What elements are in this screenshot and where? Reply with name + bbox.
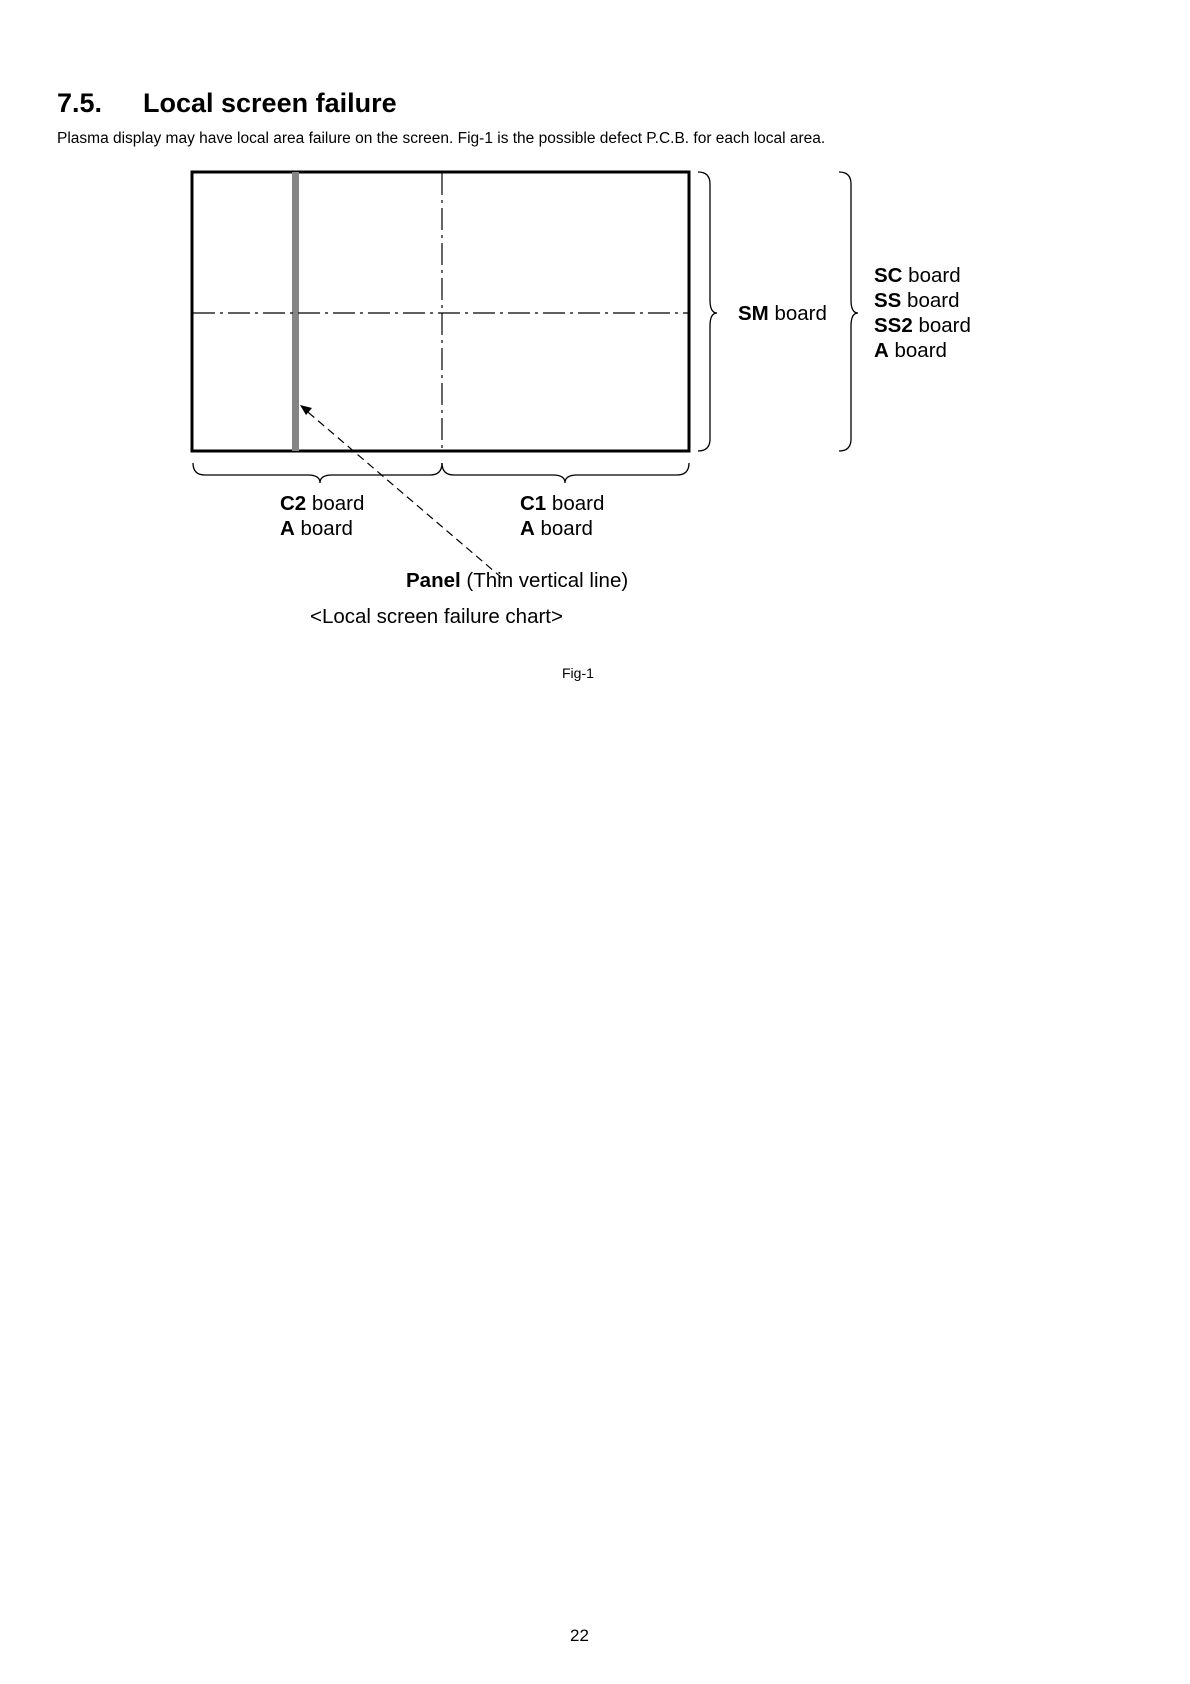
intro-paragraph: Plasma display may have local area failure on the screen. Fig-1 is the possible defect P.C.B. for each local area. <box>57 130 826 147</box>
label-ss2-board: SS2 board <box>874 314 971 337</box>
thin-vertical-line <box>292 172 299 451</box>
label-panel: Panel (Thin vertical line) <box>406 569 629 592</box>
sm-brace <box>698 172 717 451</box>
label-c2-board: C2 board <box>280 492 365 515</box>
local-screen-failure-diagram <box>0 0 1190 700</box>
label-a-board-left: A board <box>280 517 353 540</box>
page-number: 22 <box>570 1626 589 1645</box>
diagram-graphics <box>0 0 1190 700</box>
label-sc-board: SC board <box>874 264 961 287</box>
screen-frame <box>192 172 689 451</box>
c2-brace <box>193 463 442 483</box>
label-ss-board: SS board <box>874 289 960 312</box>
sc-ss-brace <box>839 172 858 451</box>
c1-brace <box>442 463 689 483</box>
label-sm-board: SM board <box>738 302 827 325</box>
section-number: 7.5. <box>57 88 103 118</box>
figure-label: Fig-1 <box>562 665 594 681</box>
label-a-board-right: A board <box>874 339 947 362</box>
section-title: Local screen failure <box>143 88 397 118</box>
diagram-caption: <Local screen failure chart> <box>310 605 563 628</box>
label-a-board-center: A board <box>520 517 593 540</box>
label-c1-board: C1 board <box>520 492 605 515</box>
